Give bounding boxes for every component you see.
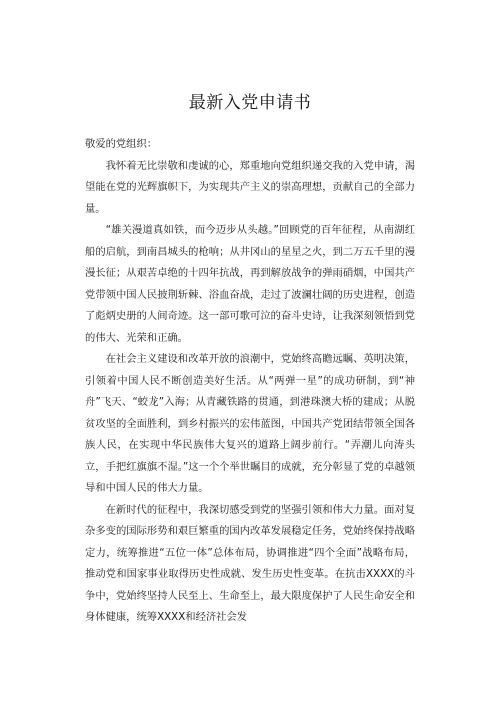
paragraph-4: 在新时代的征程中，我深切感受到党的坚强引领和伟大力量。面对复杂多变的国际形势和艰巨繁重的国内改革发展稳定任务，党始终保持战略定力，统筹推进“五位一体”总体布局，协调推进“四个全面”战略布局，推动党和国家事业取得历史性成就、发生历史性变革。在抗击XXXX的斗争中，党始终坚持人民至上、生命至上，最大限度保护了人民生命安全和身体健康，统筹XXXX和经济社会发 — [85, 503, 415, 623]
paragraph-2: “雄关漫道真如铁，而今迈步从头越。”回顾党的百年征程，从南湖红船的启航，到南昌城头的枪响；从井冈山的星星之火，到二万五千里的漫漫长征；从艰苦卓绝的十四年抗战，再到解放战争的弹雨硝烟，中国共产党带领中国人民披荆斩棘、浴血奋战，走过了波澜壮阔的历史进程，创造了彪炳史册的人间奇迹。这一部可歌可泣的奋斗史诗，让我深刻领悟到党的伟大、光荣和正确。 — [85, 224, 415, 344]
paragraph-1: 我怀着无比崇敬和虔诚的心，郑重地向党组织递交我的入党申请，渴望能在党的光辉旗帜下，为实现共产主义的崇高理想，贡献自己的全部力量。 — [85, 159, 415, 215]
document-body — [85, 134, 415, 629]
document-title: 最新入党申请书 — [188, 93, 312, 113]
salutation: 敬爱的党组织： — [85, 138, 158, 150]
paragraph-3: 在社会主义建设和改革开放的浪潮中，党始终高瞻远瞩、英明决策，引领着中国人民不断创造美好生活。从“两弹一星”的成功研制，到“神舟”飞天、“蛟龙”入海；从青藏铁路的贯通，到港珠澳大桥的建成；从脱贫攻坚的全面胜利，到乡村振兴的宏伟蓝图，中国共产党团结带领全国各族人民，在实现中华民族伟大复兴的道路上阔步前行。“弄潮儿向涛头立，手把红旗旗不湿。”这一个个举世瞩目的成就，充分彰显了党的卓越领导和中国人民的伟大力量。 — [85, 353, 415, 494]
